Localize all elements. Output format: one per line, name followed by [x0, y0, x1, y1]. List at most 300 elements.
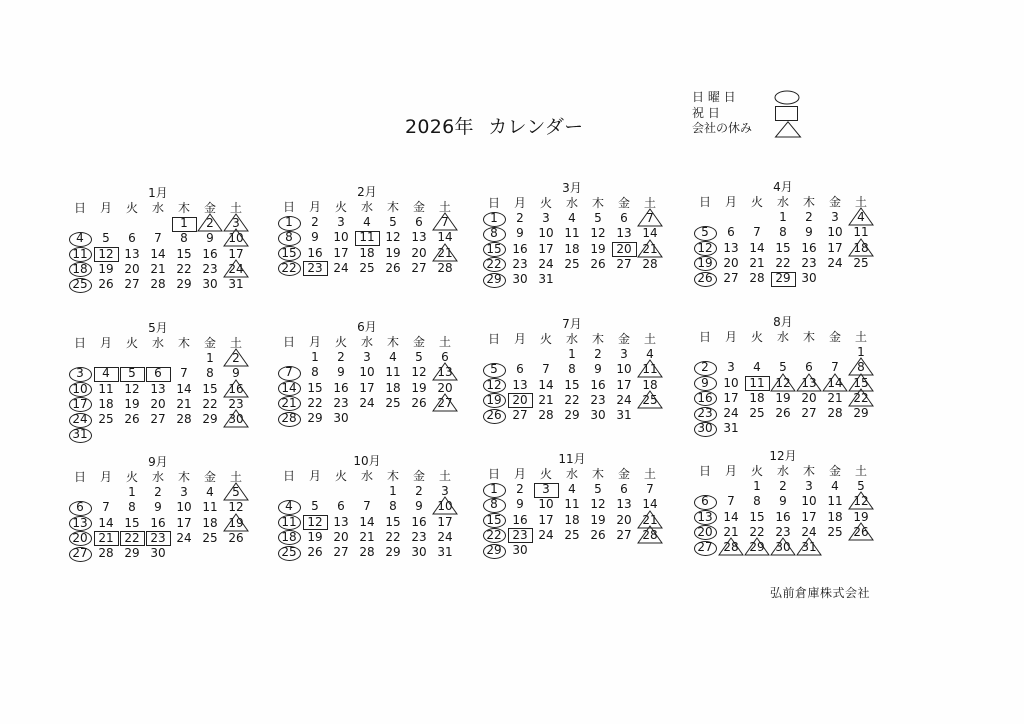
date-cell	[585, 272, 611, 287]
date-cell	[481, 272, 507, 287]
date-cell	[718, 345, 744, 360]
week-row	[692, 256, 874, 271]
date-number: 24	[827, 255, 843, 270]
date-number: 1	[568, 347, 576, 361]
weekday-label: 月	[513, 467, 526, 481]
weekday-label: 木	[591, 196, 604, 210]
date-number: 31	[437, 545, 453, 560]
date-number: 13	[616, 497, 632, 512]
date-cell	[328, 530, 354, 545]
date-number: 13	[616, 226, 632, 241]
date-number: 3	[805, 479, 813, 493]
date-number: 6	[128, 231, 136, 246]
date-cell	[692, 256, 718, 271]
date-cell	[302, 215, 328, 230]
week-row	[481, 272, 663, 287]
date-cell	[354, 365, 380, 380]
date-number: 23	[590, 392, 606, 407]
date-cell	[822, 525, 848, 540]
week-row	[481, 362, 663, 377]
date-number: 6	[701, 494, 709, 509]
date-cell	[559, 347, 585, 362]
legend-label: 祝 日	[692, 105, 720, 120]
month-title: 8月	[773, 315, 793, 329]
date-number: 10	[616, 362, 632, 377]
date-cell	[432, 396, 458, 411]
date-number: 8	[180, 231, 188, 246]
date-number: 16	[775, 509, 791, 524]
weekday-label: 月	[513, 196, 526, 210]
date-number: 6	[805, 360, 813, 375]
date-cell	[718, 421, 744, 436]
date-cell	[744, 360, 770, 375]
date-cell	[770, 494, 796, 509]
date-number: 7	[441, 215, 449, 229]
date-number: 11	[749, 375, 765, 390]
date-number: 26	[775, 406, 791, 421]
date-number: 21	[437, 245, 453, 260]
date-number: 1	[490, 211, 498, 225]
date-number: 22	[486, 527, 502, 542]
date-number: 9	[415, 499, 423, 514]
date-number: 31	[228, 277, 244, 292]
month-block	[692, 314, 874, 437]
date-cell	[145, 231, 171, 246]
weekday-header	[481, 196, 663, 211]
date-number: 7	[753, 225, 761, 240]
date-cell	[692, 210, 718, 225]
date-cell	[276, 396, 302, 411]
date-number: 12	[228, 500, 244, 515]
date-cell	[67, 216, 93, 231]
date-cell	[432, 545, 458, 560]
date-cell	[171, 397, 197, 412]
date-number: 17	[228, 246, 244, 261]
week-row	[481, 513, 663, 528]
week-row	[67, 500, 249, 515]
date-cell	[744, 510, 770, 525]
date-number: 4	[76, 231, 84, 246]
date-number: 25	[281, 545, 297, 560]
date-cell	[145, 516, 171, 531]
date-cell	[380, 365, 406, 380]
date-cell	[354, 411, 380, 426]
date-number: 2	[311, 215, 319, 229]
date-number: 3	[620, 347, 628, 361]
date-number: 4	[285, 499, 293, 514]
date-cell	[585, 482, 611, 497]
date-cell	[302, 246, 328, 261]
date-number: 27	[801, 406, 817, 421]
date-cell	[276, 411, 302, 426]
date-cell	[481, 211, 507, 226]
date-cell	[585, 242, 611, 257]
date-number: 1	[779, 210, 787, 224]
weekday-label: 土	[854, 330, 867, 344]
week-row	[276, 545, 458, 560]
date-number: 24	[228, 261, 244, 276]
date-cell	[276, 230, 302, 245]
date-cell	[197, 216, 223, 231]
date-cell	[718, 406, 744, 421]
date-number: 15	[281, 245, 297, 260]
week-row	[276, 396, 458, 411]
week-row	[692, 241, 874, 256]
date-cell	[481, 362, 507, 377]
date-number: 25	[564, 527, 580, 542]
date-number: 8	[753, 494, 761, 509]
date-cell	[848, 256, 874, 271]
weekday-label: 日	[698, 195, 711, 209]
date-number: 29	[749, 540, 765, 555]
weekday-label: 日	[282, 335, 295, 349]
date-number: 23	[801, 255, 817, 270]
week-row	[692, 210, 874, 225]
date-number: 4	[363, 215, 371, 229]
date-cell	[481, 347, 507, 362]
weekday-label: 木	[802, 464, 815, 478]
date-cell	[119, 485, 145, 500]
date-number: 19	[307, 529, 323, 544]
date-cell	[119, 262, 145, 277]
date-number: 28	[98, 546, 114, 561]
weekday-header	[481, 467, 663, 482]
date-number: 19	[697, 255, 713, 270]
date-number: 1	[389, 484, 397, 498]
date-cell	[119, 546, 145, 561]
date-number: 20	[333, 529, 349, 544]
week-row	[276, 515, 458, 530]
month-title: 3月	[562, 181, 582, 195]
date-cell	[432, 246, 458, 261]
date-cell	[559, 543, 585, 558]
date-number: 14	[538, 377, 554, 392]
date-number: 17	[801, 509, 817, 524]
week-row	[692, 406, 874, 421]
date-cell	[93, 397, 119, 412]
date-cell	[380, 515, 406, 530]
date-cell	[93, 382, 119, 397]
date-cell	[119, 366, 145, 381]
date-number: 25	[72, 277, 88, 292]
date-cell	[507, 482, 533, 497]
date-number: 25	[202, 530, 218, 545]
date-cell	[145, 412, 171, 427]
date-number: 11	[72, 246, 88, 261]
week-row	[481, 393, 663, 408]
date-number: 29	[775, 271, 791, 286]
date-number: 1	[180, 216, 188, 230]
date-cell	[354, 484, 380, 499]
weekday-label: 金	[412, 335, 425, 349]
week-row	[481, 257, 663, 272]
date-number: 14	[176, 381, 192, 396]
date-cell	[354, 381, 380, 396]
week-row	[481, 211, 663, 226]
date-cell	[585, 497, 611, 512]
weekday-header	[481, 332, 663, 347]
date-cell	[380, 261, 406, 276]
week-row	[481, 242, 663, 257]
week-row	[692, 540, 874, 555]
date-number: 12	[486, 377, 502, 392]
date-cell	[585, 408, 611, 423]
date-cell	[822, 210, 848, 225]
date-number: 12	[590, 226, 606, 241]
date-cell	[171, 412, 197, 427]
date-cell	[796, 345, 822, 360]
date-cell	[380, 381, 406, 396]
date-cell	[533, 408, 559, 423]
date-number: 15	[564, 377, 580, 392]
date-number: 4	[831, 479, 839, 493]
date-number: 5	[490, 362, 498, 377]
date-cell	[481, 378, 507, 393]
date-cell	[67, 500, 93, 515]
date-cell	[770, 271, 796, 286]
date-number: 23	[775, 524, 791, 539]
date-number: 4	[102, 366, 110, 381]
date-cell	[354, 230, 380, 245]
date-cell	[380, 499, 406, 514]
date-number: 4	[206, 485, 214, 499]
weekday-label: 水	[151, 201, 164, 215]
date-number: 8	[285, 230, 293, 245]
date-number: 6	[154, 366, 162, 381]
date-number: 13	[801, 375, 817, 390]
date-cell	[822, 421, 848, 436]
date-cell	[93, 516, 119, 531]
date-cell	[197, 516, 223, 531]
date-number: 10	[538, 497, 554, 512]
date-cell	[796, 225, 822, 240]
weekday-label: 月	[99, 201, 112, 215]
date-number: 12	[98, 246, 114, 261]
date-cell	[171, 546, 197, 561]
date-number: 9	[232, 366, 240, 381]
date-number: 26	[228, 530, 244, 545]
date-cell	[718, 376, 744, 391]
date-number: 5	[594, 482, 602, 496]
date-number: 26	[590, 256, 606, 271]
date-cell	[796, 479, 822, 494]
date-number: 27	[72, 546, 88, 561]
date-number: 18	[564, 241, 580, 256]
date-number: 9	[206, 231, 214, 246]
week-row	[276, 484, 458, 499]
date-cell	[93, 262, 119, 277]
date-number: 22	[176, 261, 192, 276]
date-cell	[822, 406, 848, 421]
week-row	[276, 215, 458, 230]
date-number: 21	[723, 524, 739, 539]
date-cell	[585, 393, 611, 408]
date-cell	[276, 484, 302, 499]
date-cell	[223, 277, 249, 292]
date-cell	[611, 378, 637, 393]
weekday-label: 月	[513, 332, 526, 346]
date-number: 24	[801, 524, 817, 539]
date-number: 2	[594, 347, 602, 361]
date-cell	[611, 211, 637, 226]
week-row	[276, 246, 458, 261]
month-title: 5月	[148, 321, 168, 335]
week-row	[67, 412, 249, 427]
weekday-label: 月	[724, 464, 737, 478]
weekday-label: 火	[125, 336, 138, 350]
date-cell	[328, 499, 354, 514]
weekday-label: 水	[360, 469, 373, 483]
date-cell	[559, 257, 585, 272]
month-block	[692, 448, 874, 555]
date-number: 5	[779, 360, 787, 375]
date-cell	[406, 365, 432, 380]
date-number: 27	[150, 412, 166, 427]
date-cell	[611, 497, 637, 512]
date-cell	[354, 515, 380, 530]
date-number: 19	[590, 241, 606, 256]
date-number: 15	[385, 514, 401, 529]
date-cell	[67, 351, 93, 366]
date-cell	[67, 262, 93, 277]
date-cell	[507, 347, 533, 362]
date-cell	[276, 350, 302, 365]
weekday-header	[276, 469, 458, 484]
date-number: 10	[359, 365, 375, 380]
date-number: 17	[176, 515, 192, 530]
date-number: 12	[697, 240, 713, 255]
date-cell	[692, 421, 718, 436]
date-cell	[93, 366, 119, 381]
date-cell	[354, 396, 380, 411]
date-number: 30	[333, 411, 349, 426]
date-number: 2	[779, 479, 787, 493]
week-row	[276, 411, 458, 426]
date-number: 10	[72, 381, 88, 396]
weekday-label: 金	[412, 469, 425, 483]
date-number: 27	[616, 256, 632, 271]
date-cell	[93, 216, 119, 231]
date-cell	[559, 242, 585, 257]
weekday-label: 火	[334, 335, 347, 349]
date-number: 12	[385, 230, 401, 245]
date-number: 11	[385, 365, 401, 380]
date-cell	[223, 351, 249, 366]
date-number: 25	[385, 395, 401, 410]
date-number: 25	[749, 406, 765, 421]
weekday-label: 月	[724, 330, 737, 344]
weekday-label: 水	[776, 330, 789, 344]
date-cell	[276, 499, 302, 514]
date-number: 4	[857, 210, 865, 224]
month-title: 12月	[769, 449, 797, 463]
date-number: 4	[646, 347, 654, 361]
legend	[692, 90, 807, 137]
date-cell	[197, 397, 223, 412]
week-row	[67, 546, 249, 561]
date-cell	[718, 210, 744, 225]
date-cell	[328, 261, 354, 276]
date-number: 28	[437, 260, 453, 275]
date-cell	[302, 411, 328, 426]
date-cell	[223, 262, 249, 277]
date-cell	[276, 365, 302, 380]
date-cell	[796, 256, 822, 271]
date-number: 2	[516, 211, 524, 225]
date-number: 21	[827, 390, 843, 405]
date-cell	[637, 257, 663, 272]
weekday-label: 土	[229, 470, 242, 484]
date-cell	[770, 406, 796, 421]
date-cell	[380, 215, 406, 230]
date-cell	[585, 362, 611, 377]
date-number: 24	[723, 406, 739, 421]
date-number: 2	[415, 484, 423, 498]
date-cell	[119, 531, 145, 546]
date-cell	[822, 510, 848, 525]
date-number: 21	[150, 261, 166, 276]
date-cell	[302, 530, 328, 545]
date-number: 28	[642, 256, 658, 271]
date-number: 18	[281, 529, 297, 544]
date-cell	[637, 242, 663, 257]
date-cell	[848, 421, 874, 436]
date-cell	[171, 216, 197, 231]
date-cell	[171, 247, 197, 262]
date-cell	[380, 484, 406, 499]
date-cell	[276, 261, 302, 276]
date-cell	[171, 231, 197, 246]
date-number: 14	[359, 514, 375, 529]
date-cell	[481, 497, 507, 512]
date-cell	[328, 411, 354, 426]
date-number: 2	[154, 485, 162, 499]
date-number: 7	[727, 494, 735, 509]
date-cell	[93, 427, 119, 442]
date-cell	[848, 525, 874, 540]
month-block	[481, 180, 663, 287]
date-number: 14	[642, 497, 658, 512]
date-cell	[119, 351, 145, 366]
weekday-label: 土	[438, 469, 451, 483]
weekday-label: 金	[203, 336, 216, 350]
weekday-label: 土	[438, 335, 451, 349]
date-number: 2	[337, 350, 345, 364]
date-number: 29	[124, 546, 140, 561]
date-number: 20	[616, 241, 632, 256]
date-number: 15	[124, 515, 140, 530]
date-cell	[171, 277, 197, 292]
date-cell	[718, 391, 744, 406]
date-number: 23	[697, 406, 713, 421]
weekday-header	[67, 470, 249, 485]
date-number: 30	[411, 545, 427, 560]
date-cell	[770, 421, 796, 436]
date-cell	[67, 516, 93, 531]
weekday-label: 金	[617, 467, 630, 481]
date-cell	[223, 412, 249, 427]
date-cell	[354, 499, 380, 514]
date-cell	[380, 350, 406, 365]
date-cell	[770, 540, 796, 555]
date-number: 29	[202, 412, 218, 427]
date-number: 9	[311, 230, 319, 245]
date-number: 12	[853, 494, 869, 509]
date-number: 11	[202, 500, 218, 515]
date-cell	[197, 412, 223, 427]
date-cell	[119, 412, 145, 427]
date-cell	[328, 515, 354, 530]
